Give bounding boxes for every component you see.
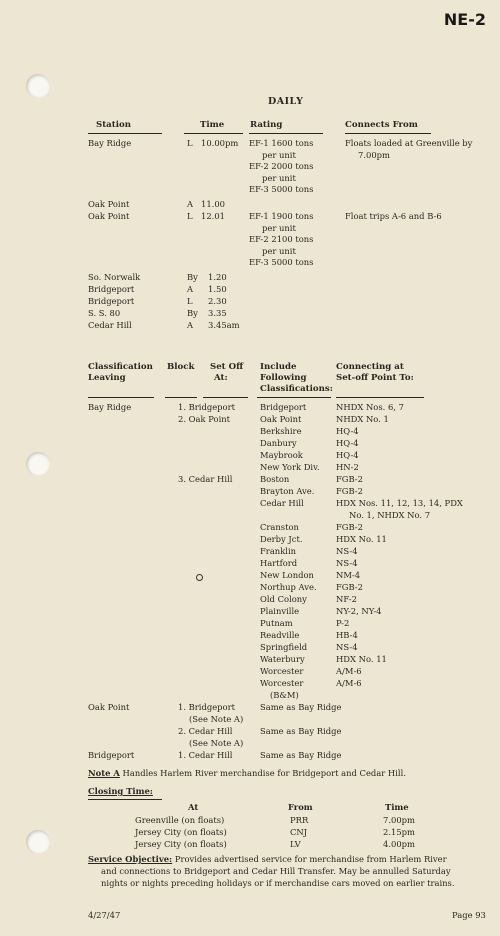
header-setoff-1: Set Off (210, 362, 244, 372)
classification-include: Cedar Hill (260, 498, 304, 508)
binder-hole-top (26, 74, 50, 98)
time-flag: By (187, 272, 198, 282)
station-name: Bridgeport (88, 296, 135, 306)
time-value: 3.45am (208, 320, 240, 330)
classification-block: (See Note A) (189, 738, 244, 748)
classification-include: Old Colony (260, 594, 307, 604)
closing-label-rule (88, 799, 162, 800)
rule-time (184, 133, 243, 134)
time-value: 1.50 (208, 284, 227, 294)
classification-block: 1. Cedar Hill (178, 750, 233, 760)
time-value: 3.35 (208, 308, 227, 318)
time-flag: A (187, 284, 194, 294)
time-flag: A (187, 320, 194, 330)
classification-connect: NS-4 (336, 558, 358, 568)
classification-include: Hartford (260, 558, 298, 568)
classification-connect: HQ-4 (336, 426, 359, 436)
station-name: So. Norwalk (88, 272, 141, 282)
station-name: S. S. 80 (88, 308, 121, 318)
closing-at: Greenville (on floats) (135, 815, 225, 825)
classification-connect: NM-4 (336, 570, 361, 580)
rating-line: EF-3 5000 tons (249, 184, 314, 195)
rating-line: EF-2 2000 tons (249, 161, 314, 172)
header-setoff-2: At: (214, 373, 228, 383)
rule-include (257, 397, 331, 398)
time-flag: A (187, 199, 194, 209)
closing-label: Closing Time: (88, 786, 153, 796)
ink-dot (196, 574, 203, 581)
closing-from: LV (290, 839, 301, 849)
rule-setoff (203, 397, 248, 398)
classification-include: Waterbury (260, 654, 305, 664)
rule-station (88, 133, 162, 134)
classification-leaving: Oak Point (88, 702, 130, 712)
classification-connect: HDX No. 11 (336, 654, 387, 664)
classification-block: 1. Bridgeport (178, 702, 235, 712)
header-connecting-1: Connecting at (336, 362, 404, 372)
classification-connect: P-2 (336, 618, 350, 628)
classification-include: Boston (260, 474, 290, 484)
closing-at: Jersey City (on floats) (135, 827, 227, 837)
service-objective-text: Provides advertised service for merchandise from Harlem River (174, 854, 447, 864)
classification-include: Putnam (260, 618, 293, 628)
rating-line: EF-2 2100 tons (249, 234, 314, 245)
classification-include: Brayton Ave. (260, 486, 315, 496)
classification-include: Springfield (260, 642, 308, 652)
classification-connect: FGB-2 (336, 474, 363, 484)
service-objective-line-1 (88, 854, 447, 866)
classification-include: Same as Bay Ridge (260, 750, 342, 760)
station-name: Oak Point (88, 199, 130, 209)
header-include-3: Classifications: (260, 384, 333, 394)
classification-connect: NHDX Nos. 6, 7 (336, 402, 404, 412)
time-value: 11.00 (201, 199, 225, 209)
classification-connect: No. 1, NHDX No. 7 (349, 510, 431, 520)
classification-include: Maybrook (260, 450, 303, 460)
closing-time: 4.00pm (383, 839, 415, 849)
classification-connect: NS-4 (336, 642, 358, 652)
classification-connect: FGB-2 (336, 486, 363, 496)
service-objective-label: Service Objective: (88, 854, 173, 864)
header-rating: Rating (250, 120, 283, 130)
classification-connect: HDX No. 11 (336, 534, 387, 544)
closing-header-from: From (288, 802, 313, 812)
classification-include: Bridgeport (260, 402, 307, 412)
closing-header-at: At (188, 802, 199, 812)
header-connecting-2: Set-off Point To: (336, 373, 414, 383)
station-name: Oak Point (88, 211, 130, 221)
classification-include: New York Div. (260, 462, 320, 472)
classification-connect: A/M-6 (336, 666, 362, 676)
rule-connects (345, 133, 431, 134)
service-objective-line-3: nights or nights preceding holidays or if merchandise cars moved on earlier trains. (101, 878, 455, 888)
note-a (88, 768, 406, 780)
classification-include: Berkshire (260, 426, 302, 436)
classification-include: Oak Point (260, 414, 302, 424)
rule-connecting (336, 397, 424, 398)
closing-from: CNJ (290, 827, 308, 837)
rating-line: per unit (262, 245, 296, 256)
header-time: Time (200, 120, 225, 130)
station-name: Cedar Hill (88, 320, 132, 330)
station-name: Bay Ridge (88, 138, 132, 148)
header-connects: Connects From (345, 120, 418, 130)
time-value: 2.30 (208, 296, 227, 306)
classification-connect: NHDX No. 1 (336, 414, 389, 424)
rating-line: per unit (262, 172, 296, 183)
binder-hole-middle (26, 452, 50, 476)
time-flag: By (187, 308, 198, 318)
classification-include: Same as Bay Ridge (260, 702, 342, 712)
header-leaving-1: Classification (88, 362, 153, 372)
classification-include: Readville (260, 630, 300, 640)
classification-include: Franklin (260, 546, 297, 556)
header-include-2: Following (260, 373, 307, 383)
classification-connect: HQ-4 (336, 450, 359, 460)
classification-include: New London (260, 570, 314, 580)
rating-line: EF-1 1600 tons (249, 138, 314, 148)
connects-line: 7.00pm (358, 149, 390, 160)
classification-block: 1. Bridgeport (178, 402, 235, 412)
header-leaving-2: Leaving (88, 373, 126, 383)
closing-from: PRR (290, 815, 309, 825)
time-flag: L (187, 296, 193, 306)
classification-block: (See Note A) (189, 714, 244, 724)
classification-include: Same as Bay Ridge (260, 726, 342, 736)
page-title: DAILY (268, 96, 304, 107)
rating-line: EF-1 1900 tons (249, 211, 314, 221)
footer-date: 4/27/47 (88, 910, 121, 920)
time-flag: L (187, 138, 193, 148)
service-objective-line-2: and connections to Bridgeport and Cedar Hill Transfer. May be annulled Saturday (101, 866, 451, 876)
classification-connect: NF-2 (336, 594, 357, 604)
classification-connect: NY-2, NY-4 (336, 606, 382, 616)
closing-header-time: Time (385, 802, 409, 812)
closing-time: 2.15pm (383, 827, 415, 837)
connects-line: Float trips A-6 and B-6 (345, 211, 442, 221)
classification-block: 2. Cedar Hill (178, 726, 233, 736)
closing-at: Jersey City (on floats) (135, 839, 227, 849)
rule-block (165, 397, 197, 398)
station-name: Bridgeport (88, 284, 135, 294)
classification-include: Plainville (260, 606, 300, 616)
classification-connect: HB-4 (336, 630, 358, 640)
classification-connect: HDX Nos. 11, 12, 13, 14, PDX (336, 498, 463, 508)
note-a-text: Handles Harlem River merchandise for Bridgeport and Cedar Hill. (122, 768, 406, 778)
classification-connect: FGB-2 (336, 582, 363, 592)
binder-hole-bottom (26, 830, 50, 854)
connects-line: Floats loaded at Greenville by (345, 138, 473, 148)
closing-time: 7.00pm (383, 815, 415, 825)
footer-page: Page 93 (452, 910, 486, 920)
time-value: 12.01 (201, 211, 225, 221)
rating-line: EF-3 5000 tons (249, 257, 314, 268)
classification-block: 3. Cedar Hill (178, 474, 233, 484)
time-value: 10.00pm (201, 138, 239, 148)
header-block: Block (167, 362, 195, 372)
classification-include: Derby Jct. (260, 534, 303, 544)
time-flag: L (187, 211, 193, 221)
classification-connect: HQ-4 (336, 438, 359, 448)
rule-leaving (88, 397, 154, 398)
classification-block: 2. Oak Point (178, 414, 231, 424)
classification-include: Worcester (260, 666, 304, 676)
classification-leaving: Bay Ridge (88, 402, 132, 412)
classification-include: Northup Ave. (260, 582, 317, 592)
header-station: Station (96, 120, 131, 130)
classification-include: (B&M) (270, 690, 299, 700)
note-a-label: Note A (88, 768, 120, 778)
classification-connect: HN-2 (336, 462, 359, 472)
classification-include: Danbury (260, 438, 297, 448)
header-include-1: Include (260, 362, 297, 372)
time-value: 1.20 (208, 272, 227, 282)
classification-connect: NS-4 (336, 546, 358, 556)
rating-line: per unit (262, 149, 296, 160)
classification-connect: A/M-6 (336, 678, 362, 688)
document-code: NE-2 (443, 10, 486, 29)
rating-line: per unit (262, 222, 296, 233)
classification-connect: FGB-2 (336, 522, 363, 532)
classification-include: Worcester (260, 678, 304, 688)
classification-leaving: Bridgeport (88, 750, 135, 760)
rule-rating (249, 133, 323, 134)
classification-include: Cranston (260, 522, 299, 532)
